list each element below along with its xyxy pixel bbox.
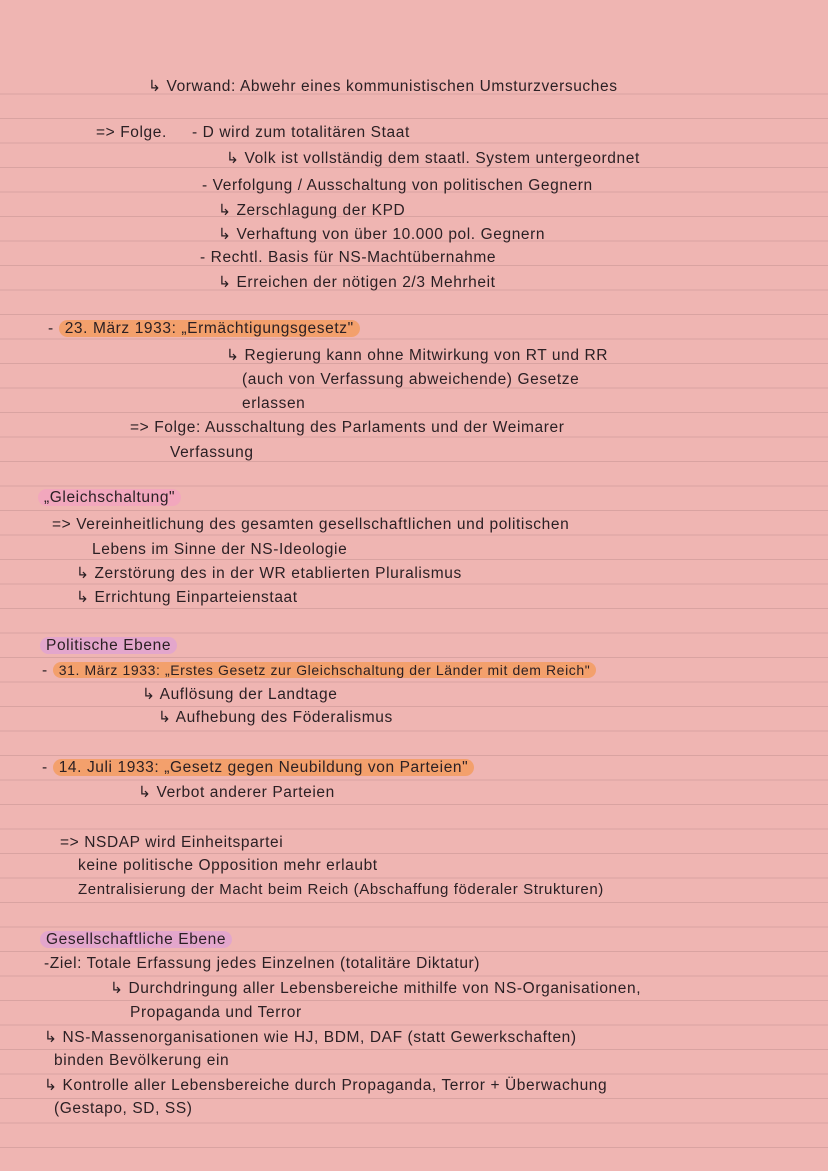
- section-heading-gleichschaltung: [38, 488, 181, 508]
- note-line: ↳ Verbot anderer Parteien: [138, 784, 335, 801]
- highlight-orange: [53, 662, 597, 678]
- highlight-pink: „Gleichschaltung": [38, 489, 181, 506]
- highlight-orange: 14. Juli 1933: „Gesetz gegen Neubildung von Parteien": [53, 759, 475, 776]
- highlight-violet: Politische Ebene: [40, 637, 177, 654]
- note-line: ↳ Aufhebung des Föderalismus: [158, 709, 393, 726]
- law-title: „Erstes Gesetz zur Gleichschaltung der Länder mit dem Reich": [164, 662, 591, 678]
- note-line: ↳ Auflösung der Landtage: [142, 686, 338, 703]
- note-line: -Ziel: Totale Erfassung jedes Einzelnen (totalitäre Diktatur): [44, 955, 481, 972]
- note-line: => Vereinheitlichung des gesamten gesellschaftlichen und politischen: [52, 516, 570, 533]
- note-line: erlassen: [242, 395, 306, 412]
- law-heading-gleichschaltung-laender: [42, 660, 596, 681]
- page-top-margin: [0, 0, 828, 70]
- bullet-dash: -: [42, 662, 48, 679]
- note-line: => Folge: Ausschaltung des Parlaments und der Weimarer: [130, 419, 565, 436]
- folge-label: => Folge.: [96, 124, 167, 141]
- section-heading-gesellschaftliche-ebene: [40, 930, 232, 950]
- note-line: (auch von Verfassung abweichende) Gesetze: [242, 371, 580, 388]
- pretext-line: ↳ Vorwand: Abwehr eines kommunistischen Umsturzversuches: [148, 78, 618, 95]
- note-line: - Rechtl. Basis für NS-Machtübernahme: [200, 249, 497, 266]
- note-line: ↳ Verhaftung von über 10.000 pol. Gegnern: [218, 226, 546, 243]
- law-heading-parteien: [42, 758, 474, 778]
- note-line: ↳ Regierung kann ohne Mitwirkung von RT und RR: [226, 347, 609, 364]
- bullet-dash: -: [48, 320, 54, 337]
- note-line: ↳ Zerstörung des in der WR etablierten Pluralismus: [76, 565, 462, 582]
- law-date: 31. März 1933:: [58, 662, 161, 678]
- note-line: ↳ Volk ist vollständig dem staatl. System untergeordnet: [226, 150, 640, 167]
- note-line: - D wird zum totalitären Staat: [192, 124, 410, 141]
- note-line: ↳ NS-Massenorganisationen wie HJ, BDM, DAF (statt Gewerkschaften): [44, 1029, 577, 1046]
- note-line: Lebens im Sinne der NS-Ideologie: [92, 541, 348, 558]
- note-line: => NSDAP wird Einheitspartei: [60, 834, 284, 851]
- note-line: (Gestapo, SD, SS): [54, 1100, 193, 1117]
- note-line: ↳ Kontrolle aller Lebensbereiche durch Propaganda, Terror + Überwachung: [44, 1077, 608, 1094]
- note-line: ↳ Errichtung Einparteienstaat: [76, 589, 298, 606]
- bullet-dash: -: [42, 759, 48, 776]
- note-line: keine politische Opposition mehr erlaubt: [78, 857, 378, 874]
- note-line: - Verfolgung / Ausschaltung von politischen Gegnern: [202, 177, 593, 194]
- highlight-violet: Gesellschaftliche Ebene: [40, 931, 232, 948]
- section-heading-politische-ebene: [40, 636, 177, 656]
- note-line: ↳ Zerschlagung der KPD: [218, 202, 406, 219]
- note-line: ↳ Durchdringung aller Lebensbereiche mithilfe von NS-Organisationen,: [110, 980, 642, 997]
- note-line: Propaganda und Terror: [130, 1004, 302, 1021]
- law-heading-ermaechtigungsgesetz: [48, 319, 360, 339]
- note-line: Verfassung: [170, 444, 254, 461]
- note-line: binden Bevölkerung ein: [54, 1052, 230, 1069]
- note-line: Zentralisierung der Macht beim Reich (Abschaffung föderaler Strukturen): [78, 881, 604, 898]
- note-line: ↳ Erreichen der nötigen 2/3 Mehrheit: [218, 274, 496, 291]
- highlight-orange: 23. März 1933: „Ermächtigungsgesetz": [59, 320, 360, 337]
